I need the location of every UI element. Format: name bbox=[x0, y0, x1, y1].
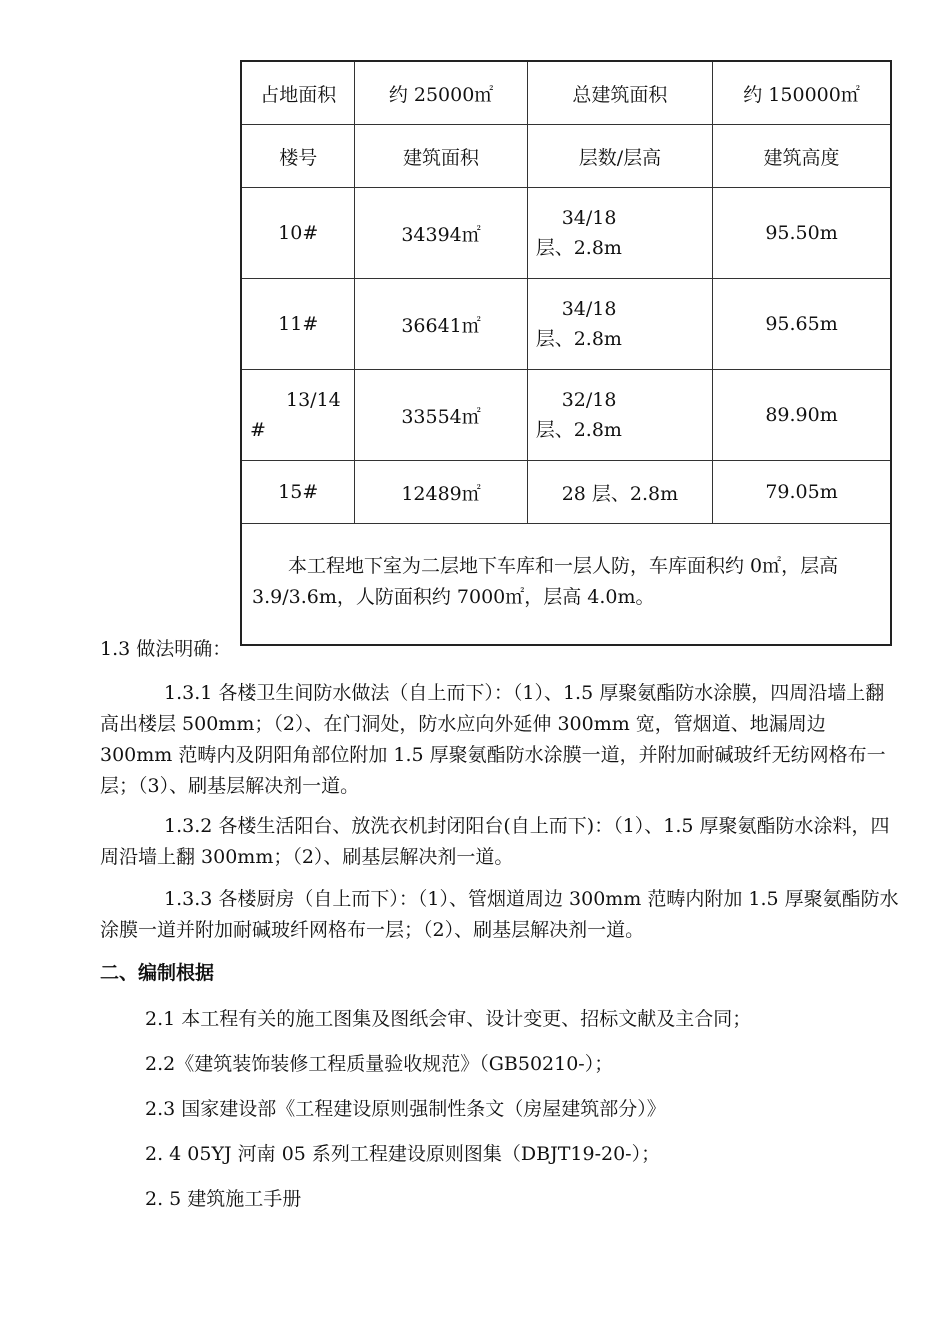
paragraph-1-3-3: 1.3.3 各楼厨房（自上而下）：（1）、管烟道周边 300mm 范畴内附加 1.5 厚聚氨酯防水涂膜一道并附加耐碱玻纤网格布一层；（2）、刷基层解决剂一道。 bbox=[100, 888, 899, 941]
building-height: 89.90m bbox=[713, 370, 891, 461]
building-area: 36641㎡ bbox=[355, 279, 527, 370]
project-overview-table bbox=[240, 60, 892, 646]
paragraph-1-3-1: 1.3.1 各楼卫生间防水做法（自上而下）：（1）、1.5 厚聚氨酯防水涂膜，四周沿墙上翻高出楼层 500mm；（2）、在门洞处，防水应向外延伸 300mm 宽，管烟道、地漏周边 300mm 范畴内及阴阳角部位附加 1.5 厚聚氨酯防水涂膜一道，并附加耐碱玻纤无纺网格布一层；（3）、刷基层解决剂一道。 bbox=[100, 682, 886, 797]
building-number: 13/14 # bbox=[241, 370, 355, 461]
paragraph-1-3-2: 1.3.2 各楼生活阳台、放洗衣机封闭阳台(自上而下)：（1）、1.5 厚聚氨酯防水涂料，四周沿墙上翻 300mm；（2）、刷基层解决剂一道。 bbox=[100, 815, 890, 868]
building-area: 33554㎡ bbox=[355, 370, 527, 461]
building-height: 79.05m bbox=[713, 461, 891, 524]
total-floor-area-value: 约 150000㎡ bbox=[713, 61, 891, 125]
building-number: 11# bbox=[241, 279, 355, 370]
building-area: 12489㎡ bbox=[355, 461, 527, 524]
building-number: 15# bbox=[241, 461, 355, 524]
table-header-row bbox=[241, 125, 891, 188]
column-header: 楼号 bbox=[241, 125, 355, 188]
building-height: 95.65m bbox=[713, 279, 891, 370]
building-number: 10# bbox=[241, 188, 355, 279]
floors-height: 28 层、2.8m bbox=[527, 461, 712, 524]
list-item: 2. 4 05YJ 河南 05 系列工程建设原则图集（DBJT19-20-）； bbox=[145, 1143, 661, 1165]
site-area-label: 占地面积 bbox=[241, 61, 355, 125]
basement-note: 本工程地下室为二层地下车库和一层人防，车库面积约 0㎡，层高 3.9/3.6m，人防面积约 7000㎡，层高 4.0m。 bbox=[241, 524, 891, 646]
table-row bbox=[241, 61, 891, 125]
list-item: 2.2《建筑装饰装修工程质量验收规范》（GB50210-）； bbox=[145, 1053, 614, 1075]
floors-height: 32/18 层、2.8m bbox=[527, 370, 712, 461]
list-item: 2.1 本工程有关的施工图集及图纸会审、设计变更、招标文献及主合同； bbox=[145, 1008, 752, 1030]
building-area: 34394㎡ bbox=[355, 188, 527, 279]
section-2-heading: 二、编制根据 bbox=[100, 962, 215, 984]
building-height: 95.50m bbox=[713, 188, 891, 279]
table-row bbox=[241, 188, 891, 279]
site-area-value: 约 25000㎡ bbox=[355, 61, 527, 125]
floors-height: 34/18 层、2.8m bbox=[527, 279, 712, 370]
floors-height: 34/18 层、2.8m bbox=[527, 188, 712, 279]
table-row bbox=[241, 279, 891, 370]
list-item: 2. 5 建筑施工手册 bbox=[145, 1188, 302, 1210]
table-row bbox=[241, 461, 891, 524]
list-item: 2.3 国家建设部《工程建设原则强制性条文（房屋建筑部分）》 bbox=[145, 1098, 666, 1120]
column-header: 建筑高度 bbox=[713, 125, 891, 188]
column-header: 建筑面积 bbox=[355, 125, 527, 188]
table-row bbox=[241, 370, 891, 461]
column-header: 层数/层高 bbox=[527, 125, 712, 188]
section-1-3-title: 1.3 做法明确： bbox=[100, 638, 232, 660]
table-note-row bbox=[241, 524, 891, 646]
total-floor-area-label: 总建筑面积 bbox=[527, 61, 712, 125]
